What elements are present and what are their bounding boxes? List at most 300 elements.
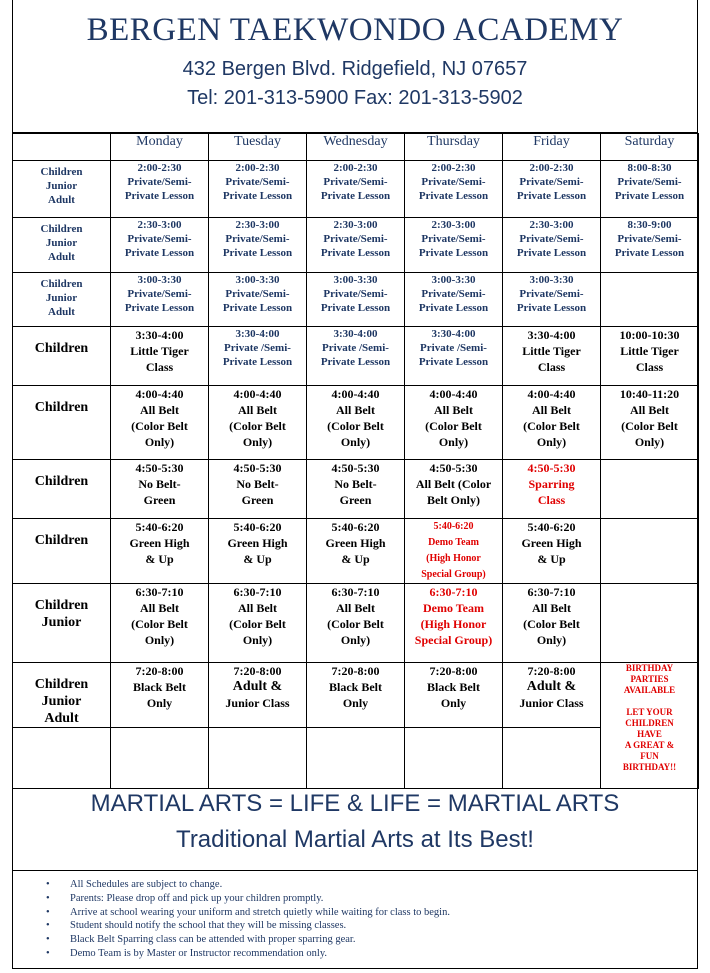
slot-line: & Up xyxy=(341,552,370,566)
slot-line: Only) xyxy=(536,435,567,449)
note-item xyxy=(46,906,450,920)
category-cell xyxy=(13,386,111,460)
slot-line: 8:00-8:30 xyxy=(627,162,672,174)
category-label: Children xyxy=(40,278,83,290)
class-slot xyxy=(307,327,405,386)
slot-line: Only) xyxy=(634,435,665,449)
slot-line: Belt Only) xyxy=(427,493,480,507)
schedule-row xyxy=(13,460,699,519)
slot-line: (Color Belt xyxy=(523,419,580,433)
slot-line: Demo Team xyxy=(423,601,484,615)
slot-line: Adult & xyxy=(232,679,283,694)
note-item xyxy=(46,878,450,892)
class-slot xyxy=(405,519,503,584)
slot-line: Green xyxy=(143,493,176,507)
slot-line: Private Lesson xyxy=(222,302,293,314)
class-slot xyxy=(601,386,699,460)
empty-cell xyxy=(13,728,111,789)
class-slot xyxy=(209,386,307,460)
slot-line: Private/Semi- xyxy=(421,288,486,300)
class-slot xyxy=(111,161,209,218)
slot-line: HAVE xyxy=(637,729,662,739)
slot-line: 3:00-3:30 xyxy=(235,274,280,286)
slot-line: 2:00-2:30 xyxy=(137,162,182,174)
class-slot xyxy=(307,460,405,519)
note-text: Black Belt Sparring class can be attended with proper sparring gear. xyxy=(70,934,356,946)
category-cell xyxy=(13,161,111,218)
empty-cell xyxy=(503,728,601,789)
slot-line: 2:00-2:30 xyxy=(235,162,280,174)
slot-line: 7:20-8:00 xyxy=(527,664,576,678)
class-slot xyxy=(601,584,699,663)
slot-line: Class xyxy=(145,360,174,374)
slot-line: Junior Class xyxy=(519,696,584,710)
category-label: Adult xyxy=(48,251,75,263)
slot-line: All Belt xyxy=(630,403,669,417)
slot-line: 4:50-5:30 xyxy=(527,461,576,475)
class-slot xyxy=(601,273,699,327)
category-label: Children xyxy=(34,598,89,613)
slot-line: Adult & xyxy=(526,679,577,694)
slot-line: 2:30-3:00 xyxy=(333,219,378,231)
slot-line: Private Lesson xyxy=(516,190,587,202)
category-cell xyxy=(13,519,111,584)
day-header-friday: Friday xyxy=(503,134,601,161)
slot-line: (Color Belt xyxy=(229,617,286,631)
note-text: Demo Team is by Master or Instructor recommendation only. xyxy=(70,947,328,959)
slot-line: LET YOUR xyxy=(626,707,673,717)
class-slot xyxy=(111,460,209,519)
slot-line: 3:30-4:00 xyxy=(527,328,576,342)
class-slot xyxy=(111,273,209,327)
slot-line: Private Lesson xyxy=(418,190,489,202)
empty-row xyxy=(13,728,699,789)
slot-line: All Belt xyxy=(532,403,571,417)
schedule-row xyxy=(13,584,699,663)
slot-line: Special Group) xyxy=(421,569,486,580)
slot-line: 2:00-2:30 xyxy=(431,162,476,174)
slot-line: Private/Semi- xyxy=(127,176,192,188)
category-label: Adult xyxy=(48,194,75,206)
slot-line: 2:30-3:00 xyxy=(137,219,182,231)
academy-address: 432 Bergen Blvd. Ridgefield, NJ 07657 xyxy=(182,58,528,80)
slot-line: Private/Semi- xyxy=(225,233,290,245)
class-slot xyxy=(307,218,405,273)
category-label: Children xyxy=(34,677,89,692)
slot-line: Private/Semi- xyxy=(127,233,192,245)
header xyxy=(12,0,698,133)
slot-line: Private Lesson xyxy=(222,356,293,368)
class-slot xyxy=(307,519,405,584)
slot-line: No Belt- xyxy=(138,477,181,491)
class-slot xyxy=(111,386,209,460)
empty-cell xyxy=(111,728,209,789)
slot-line: Private Lesson xyxy=(320,356,391,368)
slot-line: Private Lesson xyxy=(614,247,685,259)
slot-line: Private/Semi- xyxy=(225,288,290,300)
slot-line: Only xyxy=(440,696,467,710)
class-slot xyxy=(405,161,503,218)
empty-cell xyxy=(307,728,405,789)
slot-line: Only) xyxy=(340,633,371,647)
class-slot xyxy=(405,584,503,663)
slot-line: PARTIES xyxy=(630,674,669,684)
slot-line: Little Tiger xyxy=(522,344,581,358)
slot-line: Only xyxy=(342,696,369,710)
slot-line: Private Lesson xyxy=(124,190,195,202)
category-cell xyxy=(13,218,111,273)
slot-line: Only) xyxy=(144,633,175,647)
slot-line: 10:40-11:20 xyxy=(619,387,680,401)
slot-line: Private/Semi- xyxy=(617,176,682,188)
schedule-row xyxy=(13,273,699,327)
slot-line: Private Lesson xyxy=(320,247,391,259)
schedule-row xyxy=(13,218,699,273)
schedule-row xyxy=(13,386,699,460)
slot-line: Private Lesson xyxy=(124,247,195,259)
bullet-icon: • xyxy=(46,947,50,959)
empty-cell xyxy=(209,728,307,789)
schedule-table xyxy=(12,133,699,789)
slot-line: 3:00-3:30 xyxy=(529,274,574,286)
category-label: Junior xyxy=(45,292,78,304)
slot-line: 4:50-5:30 xyxy=(331,461,380,475)
note-item xyxy=(46,947,450,961)
class-slot xyxy=(209,327,307,386)
slot-line: Private Lesson xyxy=(418,302,489,314)
slot-line: Only) xyxy=(536,633,567,647)
note-text: Parents: Please drop off and pick up your children promptly. xyxy=(70,892,324,904)
bullet-icon: • xyxy=(46,879,50,890)
class-slot xyxy=(307,273,405,327)
class-slot xyxy=(209,519,307,584)
slot-line: Private/Semi- xyxy=(323,233,388,245)
slot-line: Private/Semi- xyxy=(421,233,486,245)
slot-line: 7:20-8:00 xyxy=(331,664,380,678)
slot-line: Junior Class xyxy=(225,696,290,710)
slot-line: 2:30-3:00 xyxy=(235,219,280,231)
schedule-row xyxy=(13,161,699,218)
slot-line: Class xyxy=(537,493,566,507)
corner-cell xyxy=(13,134,111,161)
slot-line: 4:50-5:30 xyxy=(135,461,184,475)
class-slot xyxy=(307,386,405,460)
class-slot xyxy=(503,327,601,386)
slot-line: Demo Team xyxy=(428,537,479,548)
slot-line: Private Lesson xyxy=(320,190,391,202)
slot-line: Black Belt xyxy=(329,680,382,694)
slot-line: Class xyxy=(537,360,566,374)
category-label: Children xyxy=(34,474,89,489)
slot-line: All Belt xyxy=(336,403,375,417)
motto: MARTIAL ARTS = LIFE & LIFE = MARTIAL ARTS xyxy=(90,790,620,817)
schedule-row xyxy=(13,327,699,386)
slot-line: 3:00-3:30 xyxy=(137,274,182,286)
slot-line: 3:30-4:00 xyxy=(135,328,184,342)
slot-line: Private Lesson xyxy=(222,190,293,202)
tagline: Traditional Martial Arts at Its Best! xyxy=(176,826,534,853)
class-slot xyxy=(405,386,503,460)
note-item xyxy=(46,892,450,906)
slot-line: Only) xyxy=(242,435,273,449)
slot-line: Private/Semi- xyxy=(323,288,388,300)
slot-line: Private/Semi- xyxy=(323,176,388,188)
slot-line: 7:20-8:00 xyxy=(135,664,184,678)
class-slot xyxy=(503,161,601,218)
slot-line: 3:00-3:30 xyxy=(333,274,378,286)
slot-line: Only) xyxy=(438,435,469,449)
slot-line: & Up xyxy=(243,552,272,566)
bullet-icon: • xyxy=(46,920,50,932)
slot-line: Private Lesson xyxy=(222,247,293,259)
class-slot xyxy=(111,327,209,386)
slot-line: Private /Semi- xyxy=(322,342,389,354)
slot-line: 5:40-6:20 xyxy=(135,520,184,534)
category-label: Children xyxy=(34,341,89,356)
day-header-row xyxy=(13,134,699,161)
category-cell xyxy=(13,584,111,663)
slot-line: AVAILABLE xyxy=(623,685,676,695)
slot-line: (Color Belt xyxy=(621,419,678,433)
slot-line: (Color Belt xyxy=(131,419,188,433)
slot-line: Private Lesson xyxy=(320,302,391,314)
slot-line: BIRTHDAY xyxy=(625,663,674,673)
note-text: All Schedules are subject to change. xyxy=(70,879,223,890)
class-slot xyxy=(209,584,307,663)
slot-line: 5:40-6:20 xyxy=(331,520,380,534)
bullet-icon: • xyxy=(46,906,50,918)
slot-line: 3:30-4:00 xyxy=(235,328,280,340)
class-slot xyxy=(405,460,503,519)
class-slot xyxy=(503,584,601,663)
category-label: Adult xyxy=(44,711,79,726)
category-label: Children xyxy=(34,400,89,415)
slot-line: (Color Belt xyxy=(425,419,482,433)
slot-line: No Belt- xyxy=(334,477,377,491)
slot-line: Private Lesson xyxy=(418,247,489,259)
slot-line: Green High xyxy=(521,536,582,550)
slot-line: 2:30-3:00 xyxy=(529,219,574,231)
note-item xyxy=(46,933,450,947)
slot-line: Sparring xyxy=(528,477,575,491)
slot-line: 3:30-4:00 xyxy=(431,328,476,340)
slot-line: Private/Semi- xyxy=(519,233,584,245)
category-cell xyxy=(13,327,111,386)
slot-line: Green xyxy=(241,493,274,507)
class-slot xyxy=(209,273,307,327)
class-slot xyxy=(503,460,601,519)
day-header-wednesday: Wednesday xyxy=(307,134,405,161)
slot-line: (Color Belt xyxy=(327,419,384,433)
slot-line: Private Lesson xyxy=(418,356,489,368)
slot-line: (Color Belt xyxy=(229,419,286,433)
slot-line: & Up xyxy=(145,552,174,566)
class-slot xyxy=(405,218,503,273)
note-text: Arrive at school wearing your uniform and stretch quietly while waiting for class to begin. xyxy=(70,906,450,918)
class-slot xyxy=(503,218,601,273)
class-slot xyxy=(111,584,209,663)
class-slot xyxy=(601,218,699,273)
slot-line: Little Tiger xyxy=(130,344,189,358)
slot-line: Class xyxy=(635,360,664,374)
slot-line: 4:50-5:30 xyxy=(429,461,478,475)
slot-line: 4:00-4:40 xyxy=(233,387,282,401)
category-label: Junior xyxy=(45,180,78,192)
slot-line: Private /Semi- xyxy=(224,342,291,354)
slot-line: Private/Semi- xyxy=(127,288,192,300)
slot-line: Private/Semi- xyxy=(421,176,486,188)
class-slot xyxy=(601,161,699,218)
class-slot xyxy=(503,386,601,460)
slot-line: 5:40-6:20 xyxy=(233,520,282,534)
slot-line: FUN xyxy=(640,751,659,761)
category-label: Junior xyxy=(41,615,82,630)
slot-line xyxy=(603,696,696,707)
category-cell xyxy=(13,273,111,327)
class-slot xyxy=(405,327,503,386)
note-item xyxy=(46,919,450,933)
slot-line: 2:00-2:30 xyxy=(333,162,378,174)
slot-line: 6:30-7:10 xyxy=(429,585,478,599)
slot-line: 7:20-8:00 xyxy=(429,664,478,678)
class-slot xyxy=(601,460,699,519)
slot-line: Only) xyxy=(340,435,371,449)
slot-line: Black Belt xyxy=(133,680,186,694)
slot-line: Green High xyxy=(325,536,386,550)
category-label: Children xyxy=(40,166,83,178)
slot-line: 6:30-7:10 xyxy=(331,585,380,599)
slot-line: A GREAT & xyxy=(624,740,675,750)
slot-line: Private/Semi- xyxy=(519,176,584,188)
slot-line: (High Honor xyxy=(426,553,481,564)
slot-line: 8:30-9:00 xyxy=(627,219,672,231)
slot-line: Private Lesson xyxy=(516,302,587,314)
slot-line: 6:30-7:10 xyxy=(135,585,184,599)
notes-list xyxy=(46,878,450,961)
slot-line: All Belt xyxy=(434,403,473,417)
slot-line: 7:20-8:00 xyxy=(233,664,282,678)
slot-line: Green High xyxy=(227,536,288,550)
slot-line: 4:00-4:40 xyxy=(527,387,576,401)
slot-line: 4:50-5:30 xyxy=(233,461,282,475)
slot-line: (Color Belt xyxy=(523,617,580,631)
category-label: Children xyxy=(34,533,89,548)
slot-line: Private Lesson xyxy=(124,302,195,314)
slot-line: 3:00-3:30 xyxy=(431,274,476,286)
slot-line: 4:00-4:40 xyxy=(331,387,380,401)
class-slot xyxy=(503,519,601,584)
class-slot xyxy=(503,663,601,728)
slot-line: & Up xyxy=(537,552,566,566)
bullet-icon: • xyxy=(46,934,50,946)
slot-line: Black Belt xyxy=(427,680,480,694)
notes-box xyxy=(12,870,698,969)
slot-line: 2:30-3:00 xyxy=(431,219,476,231)
category-cell xyxy=(13,663,111,728)
slot-line: No Belt- xyxy=(236,477,279,491)
slot-line: All Belt xyxy=(532,601,571,615)
slot-line: Private /Semi- xyxy=(420,342,487,354)
slot-line: 3:30-4:00 xyxy=(333,328,378,340)
slot-line: Only xyxy=(146,696,173,710)
slot-line: All Belt xyxy=(140,601,179,615)
slot-line: 10:00-10:30 xyxy=(619,328,680,342)
slot-line: Only) xyxy=(242,633,273,647)
schedule-row xyxy=(13,663,699,728)
class-slot xyxy=(405,663,503,728)
category-cell xyxy=(13,460,111,519)
slot-line: 4:00-4:40 xyxy=(135,387,184,401)
slot-line: Private/Semi- xyxy=(225,176,290,188)
class-slot xyxy=(503,273,601,327)
class-slot xyxy=(307,161,405,218)
class-slot xyxy=(601,327,699,386)
bullet-icon: • xyxy=(46,892,50,904)
slot-line: Private Lesson xyxy=(614,190,685,202)
academy-phones: Tel: 201-313-5900 Fax: 201-313-5902 xyxy=(187,87,523,109)
slot-line: Private/Semi- xyxy=(617,233,682,245)
slot-line: 6:30-7:10 xyxy=(233,585,282,599)
class-slot xyxy=(209,460,307,519)
slot-line: 4:00-4:40 xyxy=(429,387,478,401)
class-slot xyxy=(111,519,209,584)
class-slot xyxy=(209,663,307,728)
slot-line: (Color Belt xyxy=(327,617,384,631)
day-header-saturday: Saturday xyxy=(601,134,699,161)
slot-line: 5:40-6:20 xyxy=(527,520,576,534)
category-label: Children xyxy=(40,223,83,235)
slot-line: CHILDREN xyxy=(625,718,674,728)
class-slot xyxy=(209,161,307,218)
class-slot xyxy=(209,218,307,273)
slot-line: 6:30-7:10 xyxy=(527,585,576,599)
academy-title: BERGEN TAEKWONDO ACADEMY xyxy=(86,12,624,48)
class-slot xyxy=(307,584,405,663)
category-label: Junior xyxy=(45,237,78,249)
slot-line: Only) xyxy=(144,435,175,449)
slot-line: Green xyxy=(339,493,372,507)
slot-line: Private Lesson xyxy=(516,247,587,259)
slot-line: BIRTHDAY!! xyxy=(622,762,677,772)
class-slot xyxy=(307,663,405,728)
slot-line: Special Group) xyxy=(414,633,493,647)
slot-line: (High Honor xyxy=(420,617,487,631)
class-slot xyxy=(601,519,699,584)
slot-line: All Belt xyxy=(336,601,375,615)
category-label: Adult xyxy=(48,306,75,318)
slot-line: All Belt (Color xyxy=(415,477,492,491)
day-header-thursday: Thursday xyxy=(405,134,503,161)
slot-line: 5:40-6:20 xyxy=(433,521,474,532)
class-slot xyxy=(111,663,209,728)
slot-line: Private/Semi- xyxy=(519,288,584,300)
class-slot xyxy=(405,273,503,327)
note-text: Student should notify the school that they will be missing classes. xyxy=(70,920,347,932)
class-slot xyxy=(601,663,699,789)
empty-cell xyxy=(405,728,503,789)
slot-line: All Belt xyxy=(140,403,179,417)
slot-line: 2:00-2:30 xyxy=(529,162,574,174)
slot-line: Little Tiger xyxy=(620,344,679,358)
class-slot xyxy=(111,218,209,273)
slot-line: All Belt xyxy=(238,403,277,417)
day-header-monday: Monday xyxy=(111,134,209,161)
category-label: Junior xyxy=(41,694,82,709)
slot-line: (Color Belt xyxy=(131,617,188,631)
day-header-tuesday: Tuesday xyxy=(209,134,307,161)
schedule-row xyxy=(13,519,699,584)
slot-line: All Belt xyxy=(238,601,277,615)
